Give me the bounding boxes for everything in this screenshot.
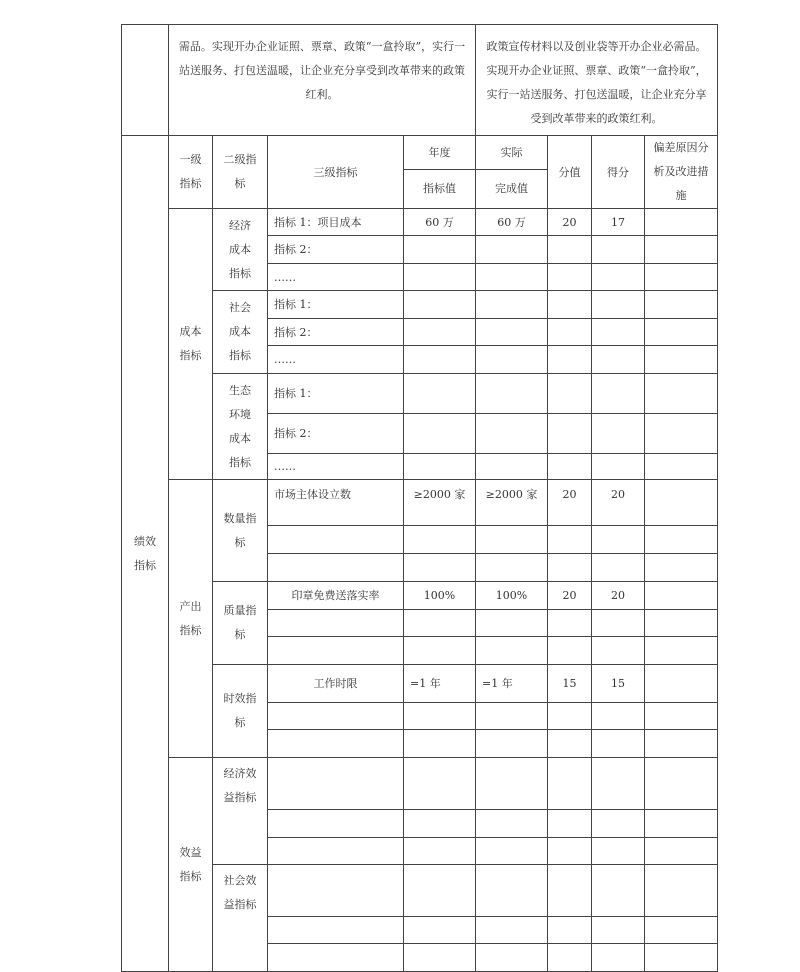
cost-label-cell: [169, 209, 213, 480]
empty-cell: [476, 758, 548, 810]
empty-cell: [268, 838, 404, 865]
empty-cell: [268, 610, 404, 637]
empty-cell: [592, 319, 645, 346]
header-level2-cell: [213, 136, 268, 209]
empty-cell: [645, 414, 718, 454]
empty-cell: [548, 610, 592, 637]
output-quantity-actual: ≥2000 家: [476, 480, 548, 526]
performance-table-sheet: [121, 24, 718, 972]
empty-cell: [404, 838, 476, 865]
empty-cell: [476, 865, 548, 917]
output-quantity-target: ≥2000 家: [404, 480, 476, 526]
empty-cell: [592, 730, 645, 758]
benefit-economic-label: 经济效益指标: [223, 767, 257, 804]
empty-cell: [548, 374, 592, 414]
cost-label: 成本指标: [179, 325, 202, 362]
empty-cell: [404, 319, 476, 346]
empty-cell: [645, 236, 718, 264]
benefit-social-label-cell: [213, 865, 268, 972]
output-timeliness-score: 15: [592, 665, 645, 703]
cost-social-name-2: 指标 2：: [268, 319, 404, 346]
cost-economic-actual-1: 60 万: [476, 209, 548, 236]
empty-cell: [592, 264, 645, 291]
benefit-label-cell: [169, 758, 213, 972]
empty-cell: [476, 526, 548, 554]
header-actual-value: 完成值: [476, 169, 548, 208]
empty-cell: [548, 526, 592, 554]
header-level1: 一级指标: [179, 153, 202, 190]
empty-cell: [404, 526, 476, 554]
output-timeliness-target: =1 年: [404, 665, 476, 703]
top-section-left-text: 需品。实现开办企业证照、票章、政策“一盒拎取”，实行一站送服务、打包送温暖，让企业充分享受到改革带来的政策红利。: [178, 40, 466, 101]
empty-cell: [645, 454, 718, 480]
empty-cell: [476, 637, 548, 665]
table-row: [122, 758, 718, 810]
empty-cell: [592, 917, 645, 944]
empty-cell: [592, 865, 645, 917]
section-label-cell: [122, 136, 169, 972]
empty-cell: [404, 730, 476, 758]
empty-cell: [476, 454, 548, 480]
empty-cell: [404, 758, 476, 810]
empty-cell: [548, 264, 592, 291]
empty-cell: [476, 374, 548, 414]
header-score-got: 得分: [592, 136, 645, 209]
cost-eco-name-1: 指标 1：: [268, 374, 404, 414]
benefit-social-label: 社会效益指标: [223, 874, 257, 911]
empty-cell: [548, 414, 592, 454]
empty-cell: [268, 865, 404, 917]
empty-cell: [476, 917, 548, 944]
empty-cell: [268, 758, 404, 810]
top-section-left-cell: [169, 25, 476, 136]
empty-cell: [268, 554, 404, 582]
empty-cell: [476, 730, 548, 758]
output-quality-deviation: [645, 582, 718, 610]
output-quantity-value: 20: [548, 480, 592, 526]
empty-cell: [548, 810, 592, 838]
output-quality-name: 印章免费送落实率: [268, 582, 404, 610]
empty-cell: [548, 346, 592, 374]
empty-cell: [404, 374, 476, 414]
empty-cell: [645, 637, 718, 665]
empty-cell: [592, 374, 645, 414]
empty-cell: [476, 236, 548, 264]
empty-cell: [645, 610, 718, 637]
empty-cell: [592, 703, 645, 730]
empty-cell: [645, 554, 718, 582]
header-deviation-cell: [645, 136, 718, 209]
empty-cell: [476, 703, 548, 730]
top-section-right-text: 政策宣传材料以及创业袋等开办企业必需品。实现开办企业证照、票章、政策“一盒拎取”，实行一站送服务、打包送温暖，让企业充分享受到改革带来的政策红利。: [486, 40, 707, 125]
cost-social-name-3: ……: [268, 346, 404, 374]
empty-cell: [404, 810, 476, 838]
output-timeliness-label-cell: [213, 665, 268, 758]
empty-cell: [268, 944, 404, 972]
empty-cell: [592, 346, 645, 374]
top-section-right-cell: [476, 25, 718, 136]
empty-cell: [592, 236, 645, 264]
empty-cell: [404, 703, 476, 730]
header-score-value: 分值: [548, 136, 592, 209]
empty-cell: [592, 810, 645, 838]
output-quality-value: 20: [548, 582, 592, 610]
header-actual: 实际: [476, 136, 548, 170]
empty-cell: [645, 758, 718, 810]
empty-cell: [645, 319, 718, 346]
cost-economic-name-2: 指标 2：: [268, 236, 404, 264]
output-quantity-name: 市场主体设立数: [268, 480, 404, 526]
empty-cell: [548, 758, 592, 810]
empty-cell: [404, 917, 476, 944]
cost-economic-value-1: 20: [548, 209, 592, 236]
empty-cell: [548, 703, 592, 730]
empty-cell: [404, 944, 476, 972]
empty-cell: [592, 838, 645, 865]
empty-cell: [645, 703, 718, 730]
empty-cell: [548, 730, 592, 758]
empty-cell: [592, 944, 645, 972]
empty-cell: [268, 703, 404, 730]
output-timeliness-deviation: [645, 665, 718, 703]
empty-cell: [548, 637, 592, 665]
header-row-1: [122, 136, 718, 170]
cost-social-label: 社会成本指标: [229, 301, 251, 362]
header-level1-cell: [169, 136, 213, 209]
output-quality-actual: 100%: [476, 582, 548, 610]
empty-cell: [404, 236, 476, 264]
empty-cell: [645, 838, 718, 865]
empty-cell: [645, 264, 718, 291]
output-quantity-score: 20: [592, 480, 645, 526]
cost-eco-name-3: ……: [268, 454, 404, 480]
cost-social-label-cell: [213, 291, 268, 374]
empty-cell: [268, 730, 404, 758]
empty-cell: [645, 865, 718, 917]
empty-cell: [645, 526, 718, 554]
empty-cell: [404, 865, 476, 917]
empty-cell: [476, 838, 548, 865]
empty-cell: [404, 291, 476, 319]
output-quantity-label: 数量指标: [223, 511, 257, 549]
empty-cell: [645, 944, 718, 972]
benefit-economic-label-cell: [213, 758, 268, 865]
empty-cell: [548, 236, 592, 264]
empty-cell: [476, 610, 548, 637]
empty-cell: [548, 554, 592, 582]
header-deviation: 偏差原因分析及改进措施: [653, 141, 709, 202]
output-timeliness-value: 15: [548, 665, 592, 703]
empty-cell: [548, 917, 592, 944]
empty-cell: [592, 454, 645, 480]
cost-eco-label-cell: [213, 374, 268, 480]
empty-cell: [645, 346, 718, 374]
section-label: 绩效指标: [134, 534, 156, 572]
empty-cell: [476, 414, 548, 454]
cost-eco-label: 生态环境成本指标: [229, 383, 251, 469]
empty-cell: [476, 319, 548, 346]
empty-cell: [404, 454, 476, 480]
empty-cell: [548, 838, 592, 865]
empty-cell: [268, 637, 404, 665]
empty-cell: [548, 319, 592, 346]
output-quality-target: 100%: [404, 582, 476, 610]
cost-eco-name-2: 指标 2：: [268, 414, 404, 454]
output-quantity-label-cell: [213, 480, 268, 582]
empty-cell: [592, 554, 645, 582]
output-timeliness-label: 时效指标: [223, 692, 257, 729]
empty-cell: [592, 758, 645, 810]
empty-cell: [592, 637, 645, 665]
benefit-label: 效益指标: [179, 845, 202, 883]
output-timeliness-name: 工作时限: [268, 665, 404, 703]
output-timeliness-actual: =1 年: [476, 665, 548, 703]
top-section-blank: [122, 25, 169, 136]
top-section-row: [122, 25, 718, 136]
empty-cell: [476, 264, 548, 291]
empty-cell: [645, 374, 718, 414]
empty-cell: [268, 810, 404, 838]
cost-economic-name-1: 指标 1：项目成本: [268, 209, 404, 236]
output-label: 产出指标: [179, 599, 202, 637]
cost-economic-score-1: 17: [592, 209, 645, 236]
header-target: 指标值: [404, 169, 476, 208]
empty-cell: [548, 944, 592, 972]
empty-cell: [645, 917, 718, 944]
empty-cell: [548, 454, 592, 480]
empty-cell: [645, 810, 718, 838]
output-quality-label: 质量指标: [223, 604, 257, 641]
cost-economic-target-1: 60 万: [404, 209, 476, 236]
table-row: [122, 480, 718, 526]
empty-cell: [548, 291, 592, 319]
empty-cell: [268, 917, 404, 944]
empty-cell: [404, 264, 476, 291]
empty-cell: [268, 526, 404, 554]
cost-economic-deviation-1: [645, 209, 718, 236]
empty-cell: [592, 414, 645, 454]
empty-cell: [476, 810, 548, 838]
empty-cell: [404, 610, 476, 637]
header-level3: 三级指标: [268, 136, 404, 209]
empty-cell: [592, 526, 645, 554]
cost-economic-label-cell: [213, 209, 268, 291]
empty-cell: [404, 414, 476, 454]
empty-cell: [404, 346, 476, 374]
performance-table: [121, 24, 718, 972]
empty-cell: [645, 730, 718, 758]
table-row: [122, 209, 718, 236]
header-annual: 年度: [404, 136, 476, 170]
empty-cell: [645, 291, 718, 319]
empty-cell: [548, 865, 592, 917]
output-quality-label-cell: [213, 582, 268, 665]
output-quality-score: 20: [592, 582, 645, 610]
cost-social-name-1: 指标 1：: [268, 291, 404, 319]
empty-cell: [404, 554, 476, 582]
empty-cell: [476, 944, 548, 972]
empty-cell: [592, 610, 645, 637]
header-level2: 二级指标: [223, 153, 257, 190]
empty-cell: [592, 291, 645, 319]
cost-economic-label: 经济成本指标: [229, 218, 251, 280]
output-label-cell: [169, 480, 213, 758]
cost-economic-name-3: ……: [268, 264, 404, 291]
empty-cell: [476, 291, 548, 319]
empty-cell: [404, 637, 476, 665]
empty-cell: [476, 554, 548, 582]
output-quantity-deviation: [645, 480, 718, 526]
empty-cell: [476, 346, 548, 374]
